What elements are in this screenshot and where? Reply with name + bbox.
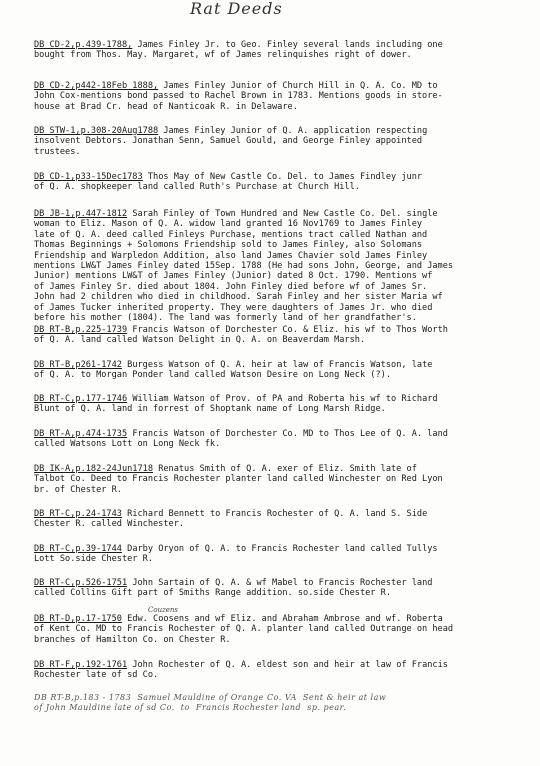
entry-text: James Finley Junior of Church Hill in Q. A. Co. MD to [163,81,438,91]
deed-entry-10 [34,464,514,495]
entry-text: Rochester late of sd Co. [34,670,159,681]
entry-text: Chester R. called Winchester. [34,519,185,530]
deed-entry-3 [34,126,514,157]
deed-reference: DB CD-2,p442-18Feb 1888, [34,81,159,91]
deed-entry-12 [34,544,514,565]
deed-reference: DB RT-B,p.225-1739 [34,325,128,335]
deed-reference: DB RT-A,p.474-1735 [34,429,128,439]
deed-reference: DB RT-C,p.177-1746 [34,394,128,404]
entry-text: Francis Watson of Dorchester Co. & Eliz. his wf to Thos Worth [132,325,448,335]
deed-entry-2 [34,81,514,112]
entry-text: John Cox-mentions bond passed to Rachel Brown in 1783. Mentions goods in store- [34,91,443,102]
entry-text: called Collins Gift part of Smiths Range addition. so.side Chester R. [34,588,391,599]
deed-reference: DB RT-C,p.24-1743 [34,509,122,519]
deed-entry-15 [34,660,514,681]
deed-reference: DB RT-C,p.526-1751 [34,578,128,588]
entry-text: trustees. [34,146,81,157]
entry-text: woman to Eliz. Mason of Q. A. widow land granted 16 Nov1769 to James Finley [34,219,423,230]
entry-text: of Q. A. land called Watson Delight in Q. A. on Beaverdam Marsh. [34,335,366,346]
entry-text: Talbot Co. Deed to Francis Rochester planter land called Winchester on Red Lyon [34,474,443,485]
deed-entry-5 [34,209,514,323]
deed-entry-9 [34,429,514,450]
deed-reference: DB RT-C,p.39-1744 [34,544,122,554]
deed-entry-8 [34,394,514,415]
deed-entry-7 [34,360,514,381]
entry-text: William Watson of Prov. of PA and Roberta his wf to Richard [132,394,438,404]
entry-text: Burgess Watson of Q. A. heir at law of Francis Watson, late [127,360,433,370]
entry-text: before his mother (1804). The land was formerly land of her grandfather's. [34,313,417,324]
entry-text: John had 2 children who died in childhood. Sarah Finley and her sister Maria wf [34,292,443,303]
handwritten-header-note: Rat Deeds [190,0,283,18]
entry-text: Thos May of New Castle Co. Del. to James Findley junr [147,172,423,182]
entry-text: John Sartain of Q. A. & wf Mabel to Francis Rochester land [132,578,433,588]
entry-text: of Kent Co. MD to Francis Rochester of Q. A. planter land called Outrange on head [34,624,454,635]
entry-text: Thomas Beginnings + Solomons Friendship sold to James Finley, also Solomans [34,240,423,251]
entry-text: Blunt of Q. A. land in forrest of Shoptank name of Long Marsh Ridge. [34,404,386,415]
deed-reference: DB RT-D,p.17-1750 [34,614,122,624]
entry-text: Lott So.side Chester R. [34,554,153,565]
deed-reference: DB CD-1,p33-15Dec1783 [34,172,143,182]
handwritten-insertion: Couzens [148,606,179,614]
entry-text: Friendship and Warpledon Addition, also land James Chavier sold James Finley [34,250,428,261]
entry-text: called Watsons Lott on Long Neck fk. [34,439,221,450]
deed-entry-11 [34,509,514,530]
entry-text: Darby Oryon of Q. A. to Francis Rochester land called Tullys [127,544,438,554]
deed-entry-14 [34,614,514,645]
faint-text-line: DB RT-B,p.183 - 1783 Samuel Mauldine of Orange Co. VA Sent & heir at law [34,693,387,702]
entry-text: Richard Bennett to Francis Rochester of Q. A. land S. Side [127,509,428,519]
faint-text-line: of John Mauldine late of sd Co. to Francis Rochester land sp. pear. [34,703,347,713]
entry-text: Sarah Finley of Town Hundred and New Castle Co. Del. single [132,209,438,219]
deed-reference: DB STW-1,p.308-20Aug1788 [34,126,159,136]
entry-text: of James Finley Sr. died about 1804. John Finley died before wf of James Sr. [34,281,428,292]
deed-entry-6 [34,325,514,346]
entry-text: late of Q. A. deed called Finleys Purchase, mentions tract called Nathan and [34,229,428,240]
deed-reference: DB CD-2,p.439-1788, [34,40,133,50]
deed-entry-13 [34,578,514,599]
entry-text: branches of Hamilton Co. on Chester R. [34,634,231,645]
entry-text: br. of Chester R. [34,484,122,495]
deed-entry-4 [34,172,514,193]
deed-reference: DB IK-A,p.182-24Jun1718 [34,464,153,474]
entry-text: mentions LW&T James Finley dated 15Sep. 1788 (He had sons John, George, and James [34,261,454,272]
entry-text: of Q. A. shopkeeper land called Ruth's Purchase at Church Hill. [34,182,360,193]
entry-text: Renatus Smith of Q. A. exer of Eliz. Smith late of [158,464,417,474]
entry-text: of James Tucker inherited property. They were daughters of James Jr. who died [34,302,433,313]
entry-text: Francis Watson of Dorchester Co. MD to Thos Lee of Q. A. land [132,429,448,439]
entry-text: James Finley Jr. to Geo. Finley several lands including one [137,40,443,50]
deed-reference: DB RT-F,p.192-1761 [34,660,128,670]
deed-reference: DB RT-B,p261-1742 [34,360,122,370]
entry-text: John Rochester of Q. A. eldest son and heir at law of Francis [132,660,448,670]
deed-entry-1 [34,40,514,61]
entry-text: James Finley Junior of Q. A. application respecting [163,126,428,136]
entry-text: insolvent Debtors. Jonathan Senn, Samuel Gould, and George Finley appointed [34,136,423,147]
entry-text: of Q. A. to Morgan Ponder land called Watson Desire on Long Neck (?). [34,370,391,381]
entry-text: Junior) mentions LW&T of James Finley (Junior) dated 8 Oct. 1790. Mentions wf [34,271,433,282]
faint-handwritten-entry [34,693,514,714]
entry-text: Edw. Coosens and wf Eliz. and Abraham Ambrose and wf. Roberta [127,614,443,624]
deed-reference: DB JB-1,p.447-1812 [34,209,128,219]
entry-text: house at Brad Cr. head of Nanticoak R. in Delaware. [34,101,298,112]
entry-text: bought from Thos. May. Margaret, wf of James relinquishes right of dower. [34,50,412,61]
